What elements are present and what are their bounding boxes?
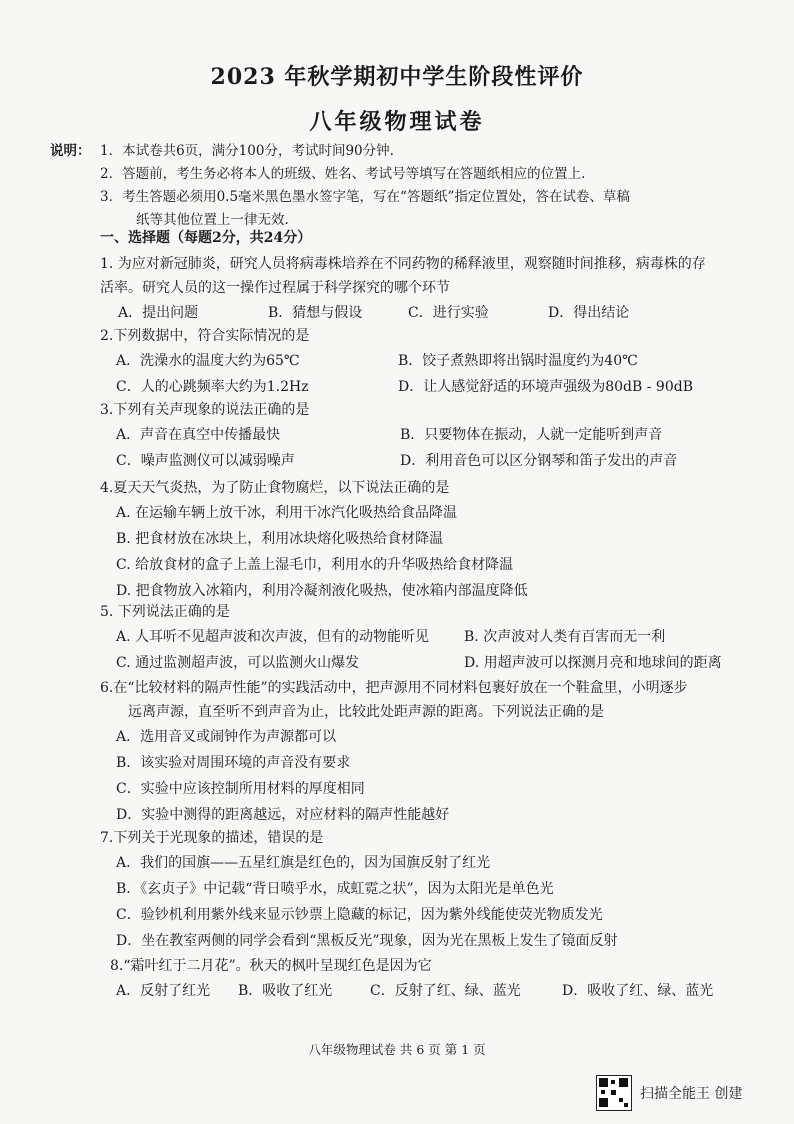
option-d: D. 把食物放入冰箱内，利用冷凝剂液化吸热，使冰箱内部温度降低 bbox=[116, 583, 528, 599]
option-a: A．洗澡水的温度大约为65℃ bbox=[116, 353, 300, 369]
option-row bbox=[100, 552, 760, 578]
option-d: D. 用超声波可以探测月亮和地球间的距离 bbox=[464, 655, 722, 671]
instructions bbox=[50, 140, 740, 232]
question-1 bbox=[100, 252, 760, 326]
option-d: D．实验中测得的距离越远，对应材料的隔声性能越好 bbox=[116, 807, 450, 823]
option-c: C．验钞机利用紫外线来显示钞票上隐藏的标记，因为紫外线能使荧光物质发光 bbox=[116, 907, 603, 923]
instruction-2: 2．答题前，考生务必将本人的班级、姓名、考试号等填写在答题纸相应的位置上. bbox=[100, 166, 586, 182]
question-text: 远离声源，直至听不到声音为止，比较此处距声源的距离。下列说法正确的是 bbox=[128, 704, 604, 720]
question-text: 6.在“比较材料的隔声性能”的实践活动中，把声源用不同材料包裹好放在一个鞋盒里，小明逐步 bbox=[100, 680, 688, 696]
option-row bbox=[100, 448, 760, 474]
option-row bbox=[100, 526, 760, 552]
option-b: B．该实验对周围环境的声音没有要求 bbox=[116, 755, 351, 771]
option-row bbox=[100, 422, 760, 448]
option-row bbox=[100, 928, 760, 954]
option-c: C．人的心跳频率大约为1.2Hz bbox=[116, 379, 309, 395]
option-c: C．噪声监测仪可以减弱噪声 bbox=[116, 453, 295, 469]
option-c: C．实验中应该控制所用材料的厚度相同 bbox=[116, 781, 365, 797]
instruction-3: 3．考生答题必须用0.5毫米黑色墨水签字笔，写在“答题纸”指定位置处，答在试卷、草稿 bbox=[100, 189, 630, 205]
option-d: D．利用音色可以区分钢琴和笛子发出的声音 bbox=[400, 453, 678, 469]
option-row bbox=[100, 802, 760, 828]
option-b: B．猜想与假设 bbox=[268, 305, 363, 321]
question-text: 8.“霜叶红于二月花”。秋天的枫叶呈现红色是因为它 bbox=[110, 958, 432, 974]
option-row bbox=[100, 978, 760, 1004]
scanner-watermark: 扫描全能王 创建 bbox=[640, 1086, 743, 1102]
instruction-1: 1．本试卷共6页，满分100分，考试时间90分钟. bbox=[100, 143, 394, 159]
option-d: D．得出结论 bbox=[548, 305, 630, 321]
option-row bbox=[100, 876, 760, 902]
option-row bbox=[100, 850, 760, 876]
option-row bbox=[100, 902, 760, 928]
question-7 bbox=[100, 826, 760, 954]
option-a: A. 人耳听不见超声波和次声波，但有的动物能听见 bbox=[116, 629, 430, 645]
option-b: B. 次声波对人类有百害而无一利 bbox=[464, 629, 666, 645]
question-6 bbox=[100, 676, 760, 828]
question-text: 4.夏天天气炎热，为了防止食物腐烂，以下说法正确的是 bbox=[100, 480, 450, 496]
option-b: B．《玄贞子》中记载“背日喷乎水，成虹霓之状”，因为太阳光是单色光 bbox=[116, 881, 554, 897]
option-c: C. 通过监测超声波，可以监测火山爆发 bbox=[116, 655, 360, 671]
option-row bbox=[100, 300, 760, 326]
option-row bbox=[100, 776, 760, 802]
question-text: 活率。研究人员的这一操作过程属于科学探究的哪个环节 bbox=[100, 280, 450, 296]
question-2 bbox=[100, 324, 760, 400]
option-a: A．提出问题 bbox=[118, 305, 199, 321]
page-footer: 八年级物理试卷 共 6 页 第 1 页 bbox=[308, 1042, 486, 1057]
option-row bbox=[100, 750, 760, 776]
question-4 bbox=[100, 476, 760, 604]
question-text: 2.下列数据中，符合实际情况的是 bbox=[100, 328, 310, 344]
qr-code-icon bbox=[596, 1075, 632, 1111]
option-a: A. 在运输车辆上放干冰，利用干冰汽化吸热给食品降温 bbox=[116, 505, 458, 521]
option-b: B．吸收了红光 bbox=[238, 983, 333, 999]
question-text: 3.下列有关声现象的说法正确的是 bbox=[100, 402, 310, 418]
option-c: C. 给放食材的盒子上盖上湿毛巾，利用水的升华吸热给食材降温 bbox=[116, 557, 514, 573]
option-d: D．吸收了红、绿、蓝光 bbox=[562, 983, 714, 999]
option-a: A．声音在真空中传播最快 bbox=[116, 427, 281, 443]
section-heading: 一、选择题（每题2分，共24分） bbox=[100, 230, 312, 246]
exam-subtitle: 八年级物理试卷 bbox=[309, 109, 485, 135]
option-b: B. 把食材放在冰块上，利用冰块熔化吸热给食材降温 bbox=[116, 531, 444, 547]
option-a: A．选用音叉或闹钟作为声源都可以 bbox=[116, 729, 337, 745]
option-c: C．进行实验 bbox=[408, 305, 489, 321]
option-b: B．只要物体在振动，人就一定能听到声音 bbox=[400, 427, 663, 443]
option-row bbox=[100, 724, 760, 750]
option-row bbox=[100, 348, 760, 374]
instructions-label: 说明： bbox=[50, 143, 91, 159]
option-b: B．饺子煮熟即将出锅时温度约为40℃ bbox=[398, 353, 638, 369]
option-d: D．坐在教室两侧的同学会看到“黑板反光”现象，因为光在黑板上发生了镜面反射 bbox=[116, 933, 618, 949]
option-row bbox=[100, 650, 760, 676]
option-row bbox=[100, 500, 760, 526]
question-text: 5. 下列说法正确的是 bbox=[100, 604, 230, 620]
instruction-3-cont: 纸等其他位置上一律无效. bbox=[136, 212, 289, 228]
question-3 bbox=[100, 398, 760, 474]
question-5 bbox=[100, 600, 760, 676]
option-row bbox=[100, 374, 760, 400]
option-row bbox=[100, 624, 760, 650]
option-d: D．让人感觉舒适的环境声强级为80dB - 90dB bbox=[398, 379, 693, 395]
exam-title: 2023 年秋学期初中学生阶段性评价 bbox=[210, 64, 584, 90]
question-text: 7.下列关于光现象的描述，错误的是 bbox=[100, 830, 324, 846]
option-c: C．反射了红、绿、蓝光 bbox=[370, 983, 521, 999]
option-a: A．我们的国旗——五星红旗是红色的，因为国旗反射了红光 bbox=[116, 855, 491, 871]
option-a: A．反射了红光 bbox=[116, 983, 211, 999]
question-8 bbox=[100, 954, 760, 1004]
question-text: 1. 为应对新冠肺炎，研究人员将病毒株培养在不同药物的稀释液里，观察随时间推移，病毒株的存 bbox=[100, 256, 706, 272]
